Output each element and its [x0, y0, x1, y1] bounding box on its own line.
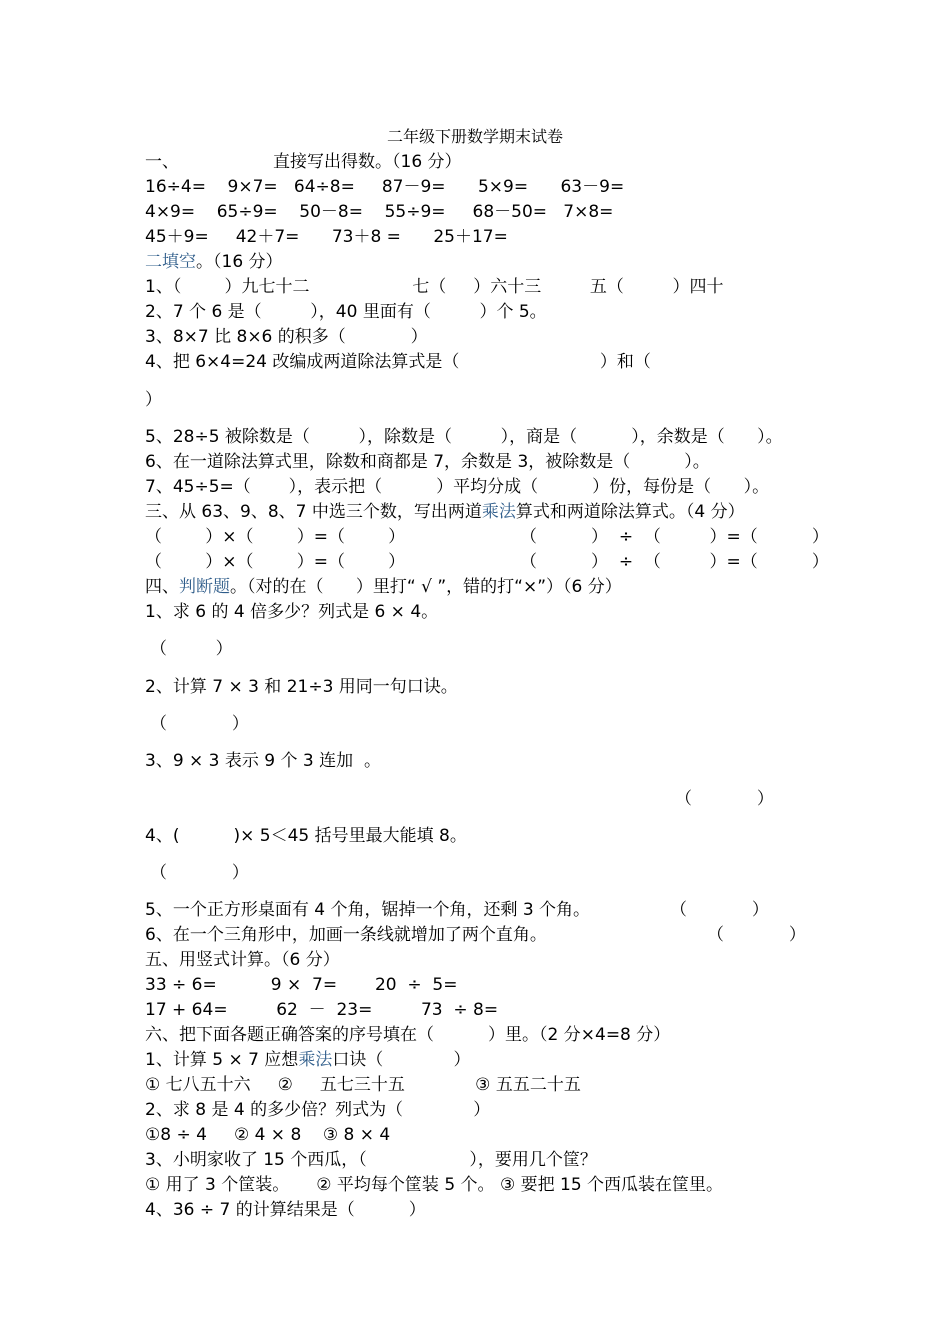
section-3-title-link: 乘法	[481, 502, 516, 522]
choice-options-3: ① 用了 3 个筐装。 ② 平均每个筐装 5 个。 ③ 要把 15 个西瓜装在筐里。	[145, 1175, 724, 1195]
judge-answer-4: （ ）	[150, 863, 249, 883]
section-2-heading	[145, 250, 283, 274]
calc-row-1: 16÷4= 9×7= 64÷8= 87－9= 5×9= 63－9=	[145, 177, 625, 197]
choice-options-2: ①8 ÷ 4 ② 4 × 8 ③ 8 × 4	[145, 1125, 391, 1145]
calc-row-2: 4×9= 65÷9= 50－8= 55÷9= 68－50= 7×8=	[145, 202, 614, 222]
fill-question-4-close: ）	[145, 390, 162, 410]
fill-question-1: 1、（ ）九七十二 七（ ）六十三 五（ ）四十	[145, 277, 724, 297]
divide-row-2: （ ） ÷ （ ）=（ ）	[520, 552, 829, 572]
section-1-number: 一、	[145, 152, 179, 172]
section-4-title-a: 四、	[145, 577, 179, 597]
section-3-heading	[145, 500, 745, 524]
choice-question-1-b: 口诀（ ）	[332, 1050, 471, 1070]
multiply-row-1: （ ）×（ ）=（ ）	[145, 527, 406, 547]
calc-row-3: 45＋9= 42＋7= 73＋8 = 25＋17=	[145, 227, 508, 247]
judge-question-2: 2、计算 7 × 3 和 21÷3 用同一句口诀。	[145, 677, 458, 697]
fill-question-3: 3、8×7 比 8×6 的积多（ ）	[145, 327, 428, 347]
fill-question-6: 6、在一道除法算式里，除数和商都是 7，余数是 3，被除数是（ ）。	[145, 452, 710, 472]
vertical-calc-row-2: 17 + 64= 62 － 23= 73 ÷ 8=	[145, 1000, 499, 1020]
fill-question-5: 5、28÷5 被除数是（ ），除数是（ ），商是（ ），余数是（ ）。	[145, 427, 783, 447]
judge-answer-5: （ ）	[670, 900, 769, 920]
judge-question-5: 5、一个正方形桌面有 4 个角，锯掉一个角，还剩 3 个角。	[145, 900, 591, 920]
choice-question-1	[145, 1048, 471, 1072]
section-3-title-a: 三、从 63、9、8、7 中选三个数，写出两道	[145, 502, 482, 522]
section-1-title: 直接写出得数。（16 分）	[273, 152, 462, 172]
multiply-row-2: （ ）×（ ）=（ ）	[145, 552, 406, 572]
section-3-title-b: 算式和两道除法算式。（4 分）	[515, 502, 745, 522]
section-6-heading: 六、把下面各题正确答案的序号填在（ ）里。（2 分×4=8 分）	[145, 1025, 671, 1045]
judge-question-3: 3、9 × 3 表示 9 个 3 连加 。	[145, 751, 381, 771]
judge-question-4: 4、( )× 5＜45 括号里最大能填 8。	[145, 826, 467, 846]
choice-question-3: 3、小明家收了 15 个西瓜，（ ），要用几个筐？	[145, 1150, 597, 1170]
fill-question-4: 4、把 6×4=24 改编成两道除法算式是（ ）和（	[145, 352, 651, 372]
judge-answer-2: （ ）	[150, 714, 249, 734]
choice-question-2: 2、求 8 是 4 的多少倍？列式为（ ）	[145, 1100, 491, 1120]
judge-question-6: 6、在一个三角形中，加画一条线就增加了两个直角。	[145, 925, 547, 945]
section-1-heading	[145, 150, 462, 174]
section-4-heading	[145, 575, 622, 599]
choice-question-1-a: 1、计算 5 × 7 应想	[145, 1050, 299, 1070]
judge-question-1: 1、求 6 的 4 倍多少？列式是 6 × 4。	[145, 602, 439, 622]
judge-answer-6: （ ）	[707, 925, 806, 945]
section-2-title-link: 二填空	[145, 252, 196, 272]
judge-answer-1: （ ）	[150, 639, 233, 659]
section-2-title-rest: 。（16 分）	[196, 252, 283, 272]
judge-answer-3: （ ）	[675, 789, 774, 809]
exam-title: 二年级下册数学期末试卷	[386, 127, 563, 146]
choice-options-1: ① 七八五十六 ② 五七三十五 ③ 五五二十五	[145, 1075, 581, 1095]
divide-row-1: （ ） ÷ （ ）=（ ）	[520, 527, 829, 547]
vertical-calc-row-1: 33 ÷ 6= 9 × 7= 20 ÷ 5=	[145, 975, 458, 995]
section-4-title-b: 。（对的在（ ）里打“ √ ”，错的打“×”）（6 分）	[230, 577, 622, 597]
choice-question-1-link: 乘法	[298, 1050, 333, 1070]
fill-question-7: 7、45÷5=（ ），表示把（ ）平均分成（ ）份，每份是（ ）。	[145, 477, 770, 497]
section-5-heading: 五、用竖式计算。（6 分）	[145, 950, 340, 970]
fill-question-2: 2、7 个 6 是（ ），40 里面有（ ）个 5。	[145, 302, 547, 322]
section-4-title-link: 判断题	[179, 577, 230, 597]
choice-question-4: 4、36 ÷ 7 的计算结果是（ ）	[145, 1200, 426, 1220]
